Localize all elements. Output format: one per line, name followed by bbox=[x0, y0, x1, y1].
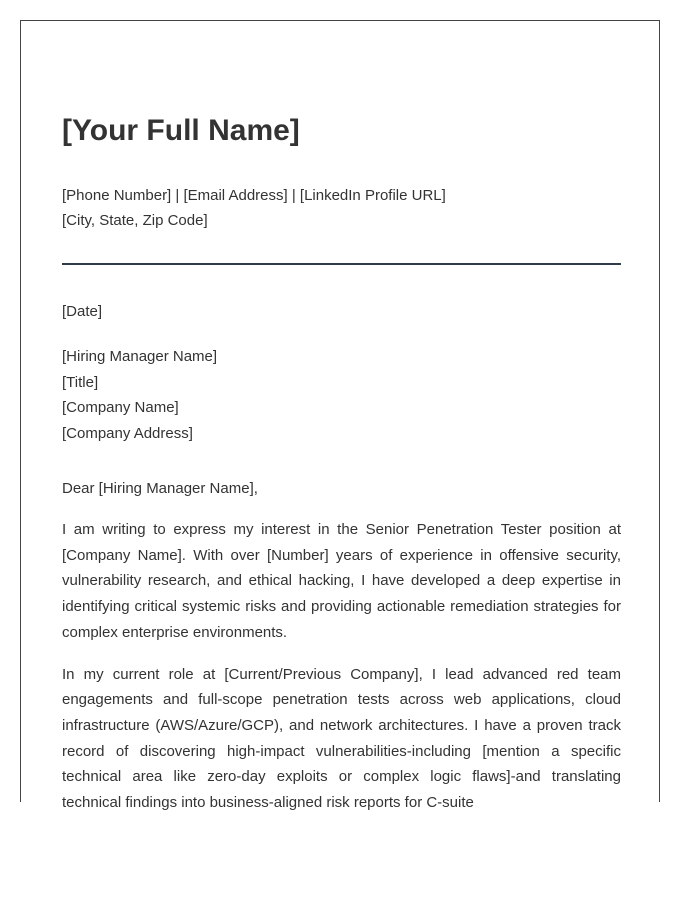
recipient-manager: [Hiring Manager Name] bbox=[62, 348, 218, 365]
contact-line-location: [City, State, Zip Code] bbox=[62, 212, 208, 229]
body-paragraph-1: I am writing to express my interest in the Senior Penetration Tester position at [Company Name]. With over [Number] years of experience in offensive security, vulnerability research, and ethical hacking, I have developed a deep expertise in identifying critical systemic risks and providing actionable remediation strategies for complex enterprise environments. bbox=[62, 521, 621, 641]
recipient-company: [Company Name] bbox=[62, 399, 179, 416]
recipient-block bbox=[62, 344, 621, 446]
recipient-address: [Company Address] bbox=[62, 424, 193, 442]
applicant-name: [Your Full Name] bbox=[62, 114, 300, 147]
contact-line-phone-email-linkedin: [Phone Number] | [Email Address] | [LinkedIn Profile URL] bbox=[62, 187, 446, 204]
body-paragraph-2: In my current role at [Current/Previous Company], I lead advanced red team engagements and full-scope penetration tests across web applications, cloud infrastructure (AWS/Azure/GCP), and network architectures. I have a proven track record of discovering high-impact vulnerabilities-including [mention a specific technical area like zero-day exploits or complex logic flaws]-and translating technical findings into business-aligned risk reports for C-suite bbox=[62, 665, 621, 812]
header-divider bbox=[62, 263, 621, 265]
letter-content bbox=[62, 109, 621, 831]
recipient-title: [Title] bbox=[62, 373, 99, 391]
letter-page bbox=[20, 20, 660, 812]
salutation: Dear [Hiring Manager Name], bbox=[62, 480, 258, 497]
contact-block bbox=[62, 183, 621, 233]
letter-date: [Date] bbox=[62, 303, 103, 320]
